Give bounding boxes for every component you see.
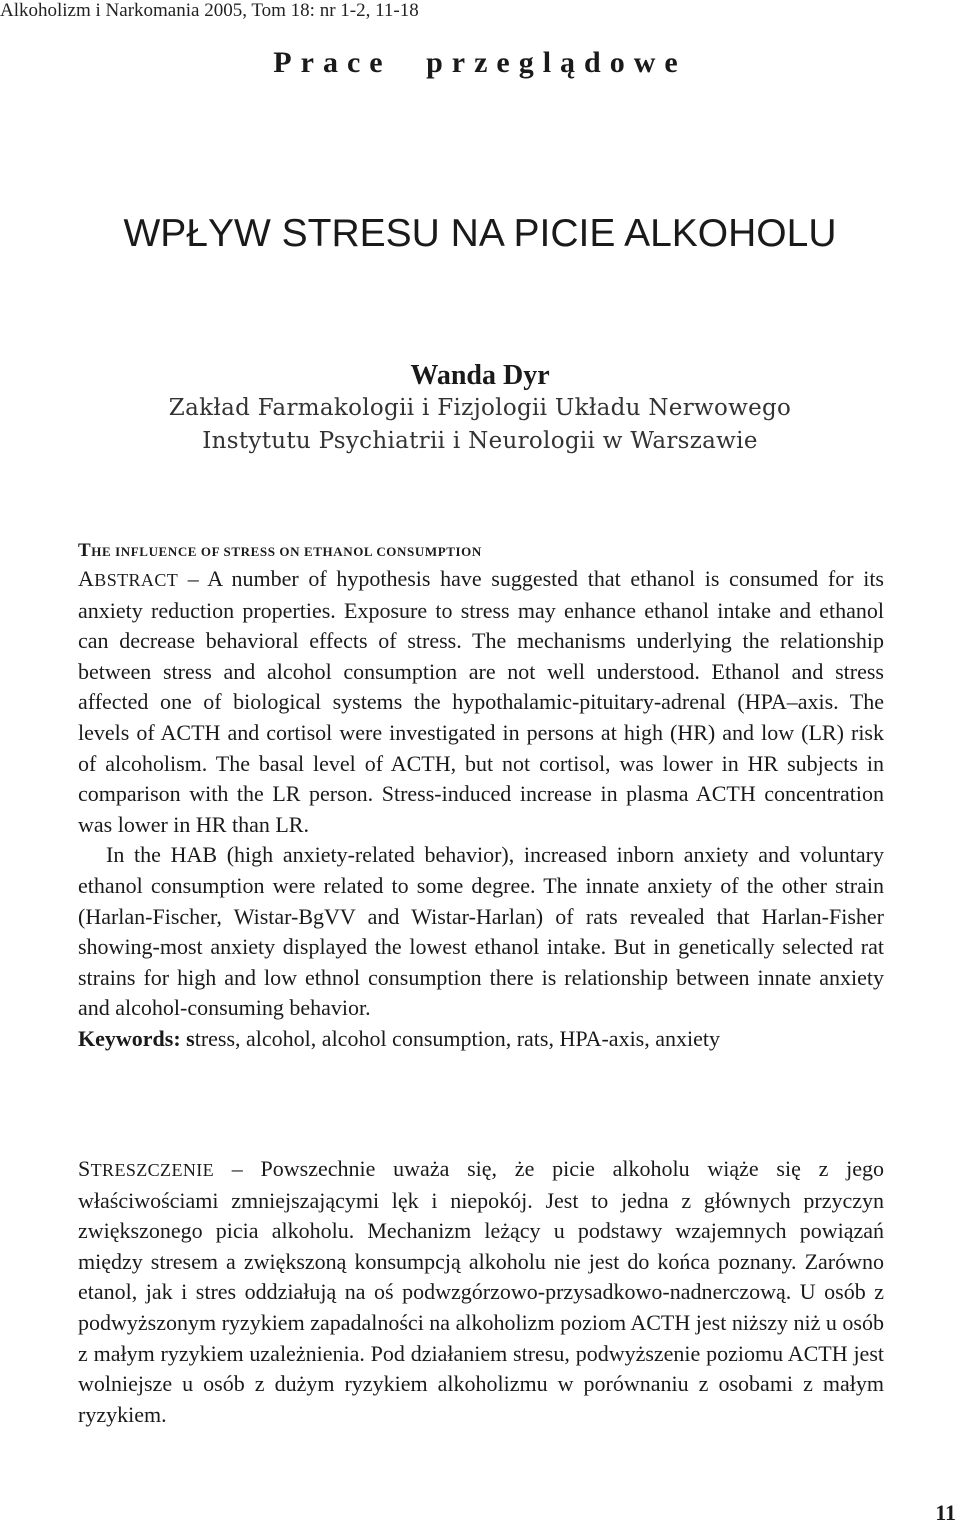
english-title-initial: T [78, 540, 92, 561]
keywords-label: Keywords: s [78, 1025, 195, 1051]
abstract-label [78, 566, 179, 591]
english-title [78, 540, 482, 562]
abstract-block [78, 564, 884, 1055]
streszczenie-label-rest: TRESZCZENIE [90, 1160, 215, 1180]
author-name: Wanda Dyr [410, 360, 550, 391]
abstract-paragraph-1 [78, 564, 884, 840]
streszczenie-block [78, 1154, 884, 1430]
keywords [78, 1024, 884, 1055]
running-head: Alkoholizm i Narkomania 2005, Tom 18: nr 1-2, 11-18 [0, 0, 419, 21]
english-title-rest: HE INFLUENCE OF STRESS ON ETHANOL CONSUMPTION [91, 544, 482, 559]
streszczenie-paragraph [78, 1154, 884, 1430]
abstract-text-1: – A number of hypothesis have suggested that ethanol is consumed for its anxiety reduction properties. Exposure to stress may enhance ethanol intake and ethanol can decrease behavioral effects of stress. The mechanisms underlying the relationship between stress and alcohol consumption are not well understood. Ethanol and stress affected one of biological systems the hypothalamic-pituitary-adrenal (HPA–axis. The levels of ACTH and cortisol were investigated in persons at high (HR) and low (LR) risk of alcoholism. The basal level of ACTH, but not cortisol, was lower in HR subjects in comparison with the LR person. Stress-induced increase in plasma ACTH concentration was lower in HR than LR. [78, 566, 884, 837]
abstract-label-initial: A [78, 566, 95, 591]
page-number: 11 [935, 1500, 956, 1525]
affiliation-line-2: Instytutu Psychiatrii i Neurologii w Warszawie [202, 428, 758, 454]
abstract-label-rest: BSTRACT [94, 570, 179, 590]
section-label: Prace przeglądowe [273, 46, 687, 79]
article-title: WPŁYW STRESU NA PICIE ALKOHOLU [123, 212, 837, 255]
streszczenie-label-initial: S [78, 1156, 91, 1181]
streszczenie-label [78, 1156, 215, 1181]
keywords-text: tress, alcohol, alcohol consumption, rats, HPA-axis, anxiety [194, 1025, 720, 1051]
affiliation-line-1: Zakład Farmakologii i Fizjologii Układu Nerwowego [168, 395, 792, 421]
abstract-paragraph-2: In the HAB (high anxiety-related behavior), increased inborn anxiety and voluntary ethanol consumption were related to some degree. The innate anxiety of the other strain (Harlan-Fischer, Wistar-BgVV and Wistar-Harlan) of rats revealed that Harlan-Fisher showing-most anxiety displayed the lowest ethanol intake. But in genetically selected rat strains for high and low ethnol consumption there is relationship between innate anxiety and alcohol-consuming behavior. [78, 842, 884, 1021]
streszczenie-text: – Powszechnie uważa się, że picie alkoholu wiąże się z jego właściwościami zmniejszającymi lęk i niepokój. Jest to jedna z głównych przyczyn zwiększonego picia alkoholu. Mechanizm leżący u podstawy wzajemnych powiązań między stresem a zwiększoną konsumpcją alkoholu nie jest do końca poznany. Zarówno etanol, jak i stres oddziałują na oś podwzgórzowo-przysadkowo-nadnerczową. U osób z podwyższonym ryzykiem zapadalności na alkoholizm poziom ACTH jest niższy niż u osób z małym ryzykiem uzależnienia. Pod działaniem stresu, podwyższenie poziomu ACTH jest wolniejsze u osób z dużym ryzykiem alkoholizmu w porównaniu z osobami z małym ryzykiem. [78, 1156, 885, 1427]
